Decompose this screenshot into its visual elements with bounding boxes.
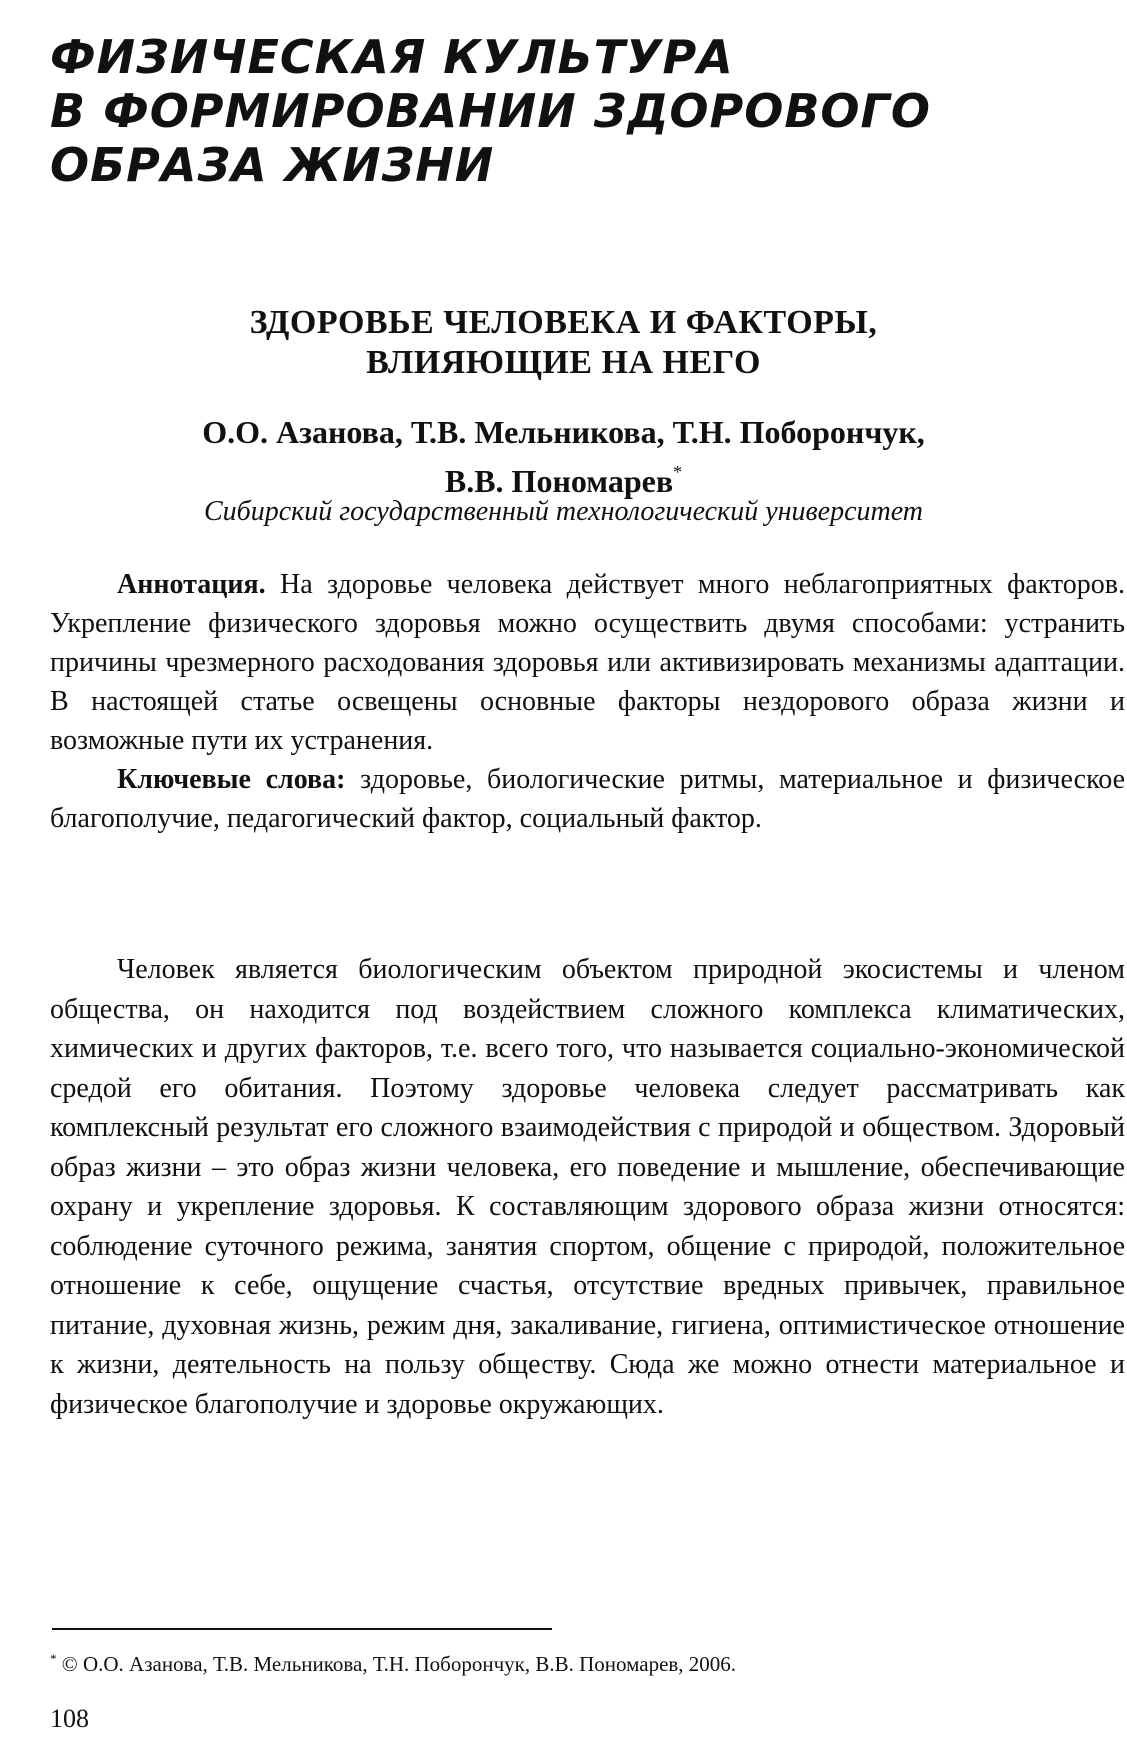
authors-line: О.О. Азанова, Т.В. Мельникова, Т.Н. Поборончук, <box>202 414 925 450</box>
abstract-text: На здоровье человека действует много неблагоприятных факторов. Укрепление физического здоровья можно осуществить двумя способами: устранить причины чрезмерного расходования здоровья или активизировать механизмы адаптации. В настоящей статье освещены основные факторы нездорового образа жизни и возможные пути их устранения. <box>50 569 1125 756</box>
article-title-line: ЗДОРОВЬЕ ЧЕЛОВЕКА И ФАКТОРЫ, <box>249 304 878 341</box>
authors-line-text: В.В. Пономарев <box>444 463 674 499</box>
abstract-block <box>50 565 1125 838</box>
section-heading-line: В ФОРМИРОВАНИИ ЗДОРОВОГО <box>50 84 931 138</box>
section-heading-line: ФИЗИЧЕСКАЯ КУЛЬТУРА <box>50 30 734 84</box>
keywords-label: Ключевые слова: <box>117 764 346 795</box>
page-number: 108 <box>50 1704 89 1733</box>
abstract-paragraph <box>50 565 1125 760</box>
footnote-mark: * <box>50 1651 57 1666</box>
authors-line-last <box>0 452 1127 501</box>
affiliation: Сибирский государственный технологический университет <box>203 496 924 527</box>
footnote-divider <box>52 1628 552 1630</box>
abstract-label: Аннотация. <box>117 569 266 600</box>
footnote <box>50 1646 1110 1677</box>
body-paragraph: Человек является биологическим объектом природной экосистемы и членом общества, он находится под воздействием сложного комплекса климатических, химических и других факторов, т.е. всего того, что называется социально-экономической средой его обитания. Поэтому здоровье человека следует рассматривать как комплексный результат его сложного взаимодействия с природой и обществом. Здоровый образ жизни – это образ жизни человека, его поведение и мышление, обеспечивающие охрану и укрепление здоровья. К составляющим здорового образа жизни относятся: соблюдение суточного режима, занятия спортом, общение с природой, положительное отношение к себе, ощущение счастья, отсутствие вредных привычек, правильное питание, духовная жизнь, режим дня, закаливание, гигиена, оптимистическое отношение к жизни, деятельность на пользу обществу. Сюда же можно отнести материальное и физическое благополучие и здоровье окружающих. <box>50 954 1125 1420</box>
article-title <box>0 303 1127 383</box>
section-heading <box>50 30 1050 192</box>
keywords-text: здоровье, биологические ритмы, материальное и физическое благополучие, педагогический фактор, социальный фактор. <box>50 764 1126 834</box>
section-heading-line: ОБРАЗА ЖИЗНИ <box>50 138 495 192</box>
authors <box>0 412 1127 501</box>
keywords-paragraph <box>50 760 1125 838</box>
article-title-line: ВЛИЯЮЩИЕ НА НЕГО <box>366 344 761 381</box>
author-footnote-mark: * <box>673 462 683 482</box>
footnote-text: © О.О. Азанова, Т.В. Мельникова, Т.Н. Поборончук, В.В. Пономарев, 2006. <box>61 1652 737 1676</box>
article-body <box>50 950 1125 1424</box>
